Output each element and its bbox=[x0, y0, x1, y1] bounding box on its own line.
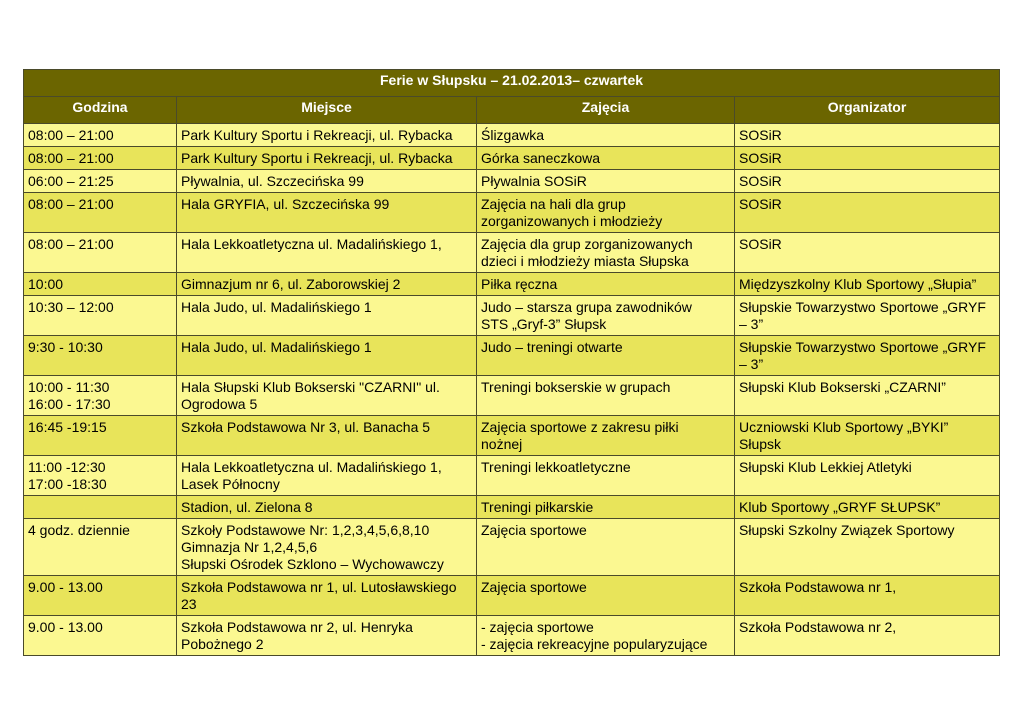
table-row bbox=[24, 193, 1000, 233]
organizer-cell: Klub Sportowy „GRYF SŁUPSK” bbox=[735, 496, 1000, 519]
activity-cell: Górka saneczkowa bbox=[477, 147, 735, 170]
activity-cell: Zajęcia sportowe z zakresu piłki nożnej bbox=[477, 416, 735, 456]
time-cell: 9:30 - 10:30 bbox=[24, 336, 177, 376]
time-cell: 06:00 – 21:25 bbox=[24, 170, 177, 193]
activity-cell: Zajęcia dla grup zorganizowanych dzieci i młodzieży miasta Słupska bbox=[477, 233, 735, 273]
table-row bbox=[24, 519, 1000, 576]
place-cell: Szkoła Podstawowa Nr 3, ul. Banacha 5 bbox=[177, 416, 477, 456]
table-row bbox=[24, 456, 1000, 496]
table-row bbox=[24, 124, 1000, 147]
table-row bbox=[24, 170, 1000, 193]
place-cell: Stadion, ul. Zielona 8 bbox=[177, 496, 477, 519]
organizer-cell: SOSiR bbox=[735, 193, 1000, 233]
activity-cell: Zajęcia sportowe bbox=[477, 519, 735, 576]
organizer-cell: Międzyszkolny Klub Sportowy „Słupia” bbox=[735, 273, 1000, 296]
activity-cell: Treningi lekkoatletyczne bbox=[477, 456, 735, 496]
time-cell: 16:45 -19:15 bbox=[24, 416, 177, 456]
table-row bbox=[24, 416, 1000, 456]
table-row bbox=[24, 273, 1000, 296]
organizer-cell: Słupski Szkolny Związek Sportowy bbox=[735, 519, 1000, 576]
organizer-cell: Słupski Klub Lekkiej Atletyki bbox=[735, 456, 1000, 496]
activity-cell: Judo – treningi otwarte bbox=[477, 336, 735, 376]
time-cell: 11:00 -12:30 17:00 -18:30 bbox=[24, 456, 177, 496]
place-cell: Gimnazjum nr 6, ul. Zaborowskiej 2 bbox=[177, 273, 477, 296]
activity-cell: Zajęcia sportowe bbox=[477, 576, 735, 616]
time-cell: 10:00 - 11:30 16:00 - 17:30 bbox=[24, 376, 177, 416]
activity-cell: - zajęcia sportowe - zajęcia rekreacyjne popularyzujące bbox=[477, 616, 735, 656]
header-zajecia: Zajęcia bbox=[477, 97, 735, 124]
table-row bbox=[24, 616, 1000, 656]
organizer-cell: Słupski Klub Bokserski „CZARNI” bbox=[735, 376, 1000, 416]
header-organizator: Organizator bbox=[735, 97, 1000, 124]
activity-cell: Treningi bokserskie w grupach bbox=[477, 376, 735, 416]
organizer-cell: Słupskie Towarzystwo Sportowe „GRYF – 3” bbox=[735, 336, 1000, 376]
header-godzina: Godzina bbox=[24, 97, 177, 124]
organizer-cell: SOSiR bbox=[735, 170, 1000, 193]
place-cell: Szkoły Podstawowe Nr: 1,2,3,4,5,6,8,10 Gimnazja Nr 1,2,4,5,6 Słupski Ośrodek Szklono – Wychowawczy bbox=[177, 519, 477, 576]
organizer-cell: Szkoła Podstawowa nr 1, bbox=[735, 576, 1000, 616]
time-cell: 10:30 – 12:00 bbox=[24, 296, 177, 336]
time-cell: 9.00 - 13.00 bbox=[24, 616, 177, 656]
table-title: Ferie w Słupsku – 21.02.2013– czwartek bbox=[24, 70, 1000, 97]
place-cell: Hala Judo, ul. Madalińskiego 1 bbox=[177, 336, 477, 376]
organizer-cell: SOSiR bbox=[735, 124, 1000, 147]
place-cell: Pływalnia, ul. Szczecińska 99 bbox=[177, 170, 477, 193]
time-cell: 08:00 – 21:00 bbox=[24, 233, 177, 273]
time-cell: 9.00 - 13.00 bbox=[24, 576, 177, 616]
place-cell: Szkoła Podstawowa nr 2, ul. Henryka Pobożnego 2 bbox=[177, 616, 477, 656]
table-row bbox=[24, 376, 1000, 416]
place-cell: Hala Judo, ul. Madalińskiego 1 bbox=[177, 296, 477, 336]
activity-cell: Pływalnia SOSiR bbox=[477, 170, 735, 193]
table-row bbox=[24, 496, 1000, 519]
table-row bbox=[24, 576, 1000, 616]
activity-cell: Treningi piłkarskie bbox=[477, 496, 735, 519]
place-cell: Park Kultury Sportu i Rekreacji, ul. Rybacka bbox=[177, 124, 477, 147]
header-miejsce: Miejsce bbox=[177, 97, 477, 124]
place-cell: Park Kultury Sportu i Rekreacji, ul. Rybacka bbox=[177, 147, 477, 170]
activity-cell: Piłka ręczna bbox=[477, 273, 735, 296]
time-cell: 4 godz. dziennie bbox=[24, 519, 177, 576]
organizer-cell: Uczniowski Klub Sportowy „BYKI” Słupsk bbox=[735, 416, 1000, 456]
activity-cell: Judo – starsza grupa zawodników STS „Gryf-3” Słupsk bbox=[477, 296, 735, 336]
table-row bbox=[24, 296, 1000, 336]
schedule-table bbox=[23, 69, 1000, 656]
time-cell bbox=[24, 496, 177, 519]
activity-cell: Ślizgawka bbox=[477, 124, 735, 147]
organizer-cell: SOSiR bbox=[735, 233, 1000, 273]
organizer-cell: Szkoła Podstawowa nr 2, bbox=[735, 616, 1000, 656]
table-row bbox=[24, 233, 1000, 273]
table-row bbox=[24, 147, 1000, 170]
time-cell: 10:00 bbox=[24, 273, 177, 296]
time-cell: 08:00 – 21:00 bbox=[24, 193, 177, 233]
place-cell: Hala Lekkoatletyczna ul. Madalińskiego 1, bbox=[177, 233, 477, 273]
time-cell: 08:00 – 21:00 bbox=[24, 124, 177, 147]
organizer-cell: SOSiR bbox=[735, 147, 1000, 170]
place-cell: Hala Lekkoatletyczna ul. Madalińskiego 1, Lasek Północny bbox=[177, 456, 477, 496]
organizer-cell: Słupskie Towarzystwo Sportowe „GRYF – 3” bbox=[735, 296, 1000, 336]
time-cell: 08:00 – 21:00 bbox=[24, 147, 177, 170]
activity-cell: Zajęcia na hali dla grup zorganizowanych i młodzieży bbox=[477, 193, 735, 233]
place-cell: Szkoła Podstawowa nr 1, ul. Lutosławskiego 23 bbox=[177, 576, 477, 616]
place-cell: Hala GRYFIA, ul. Szczecińska 99 bbox=[177, 193, 477, 233]
place-cell: Hala Słupski Klub Bokserski "CZARNI" ul. Ogrodowa 5 bbox=[177, 376, 477, 416]
table-row bbox=[24, 336, 1000, 376]
